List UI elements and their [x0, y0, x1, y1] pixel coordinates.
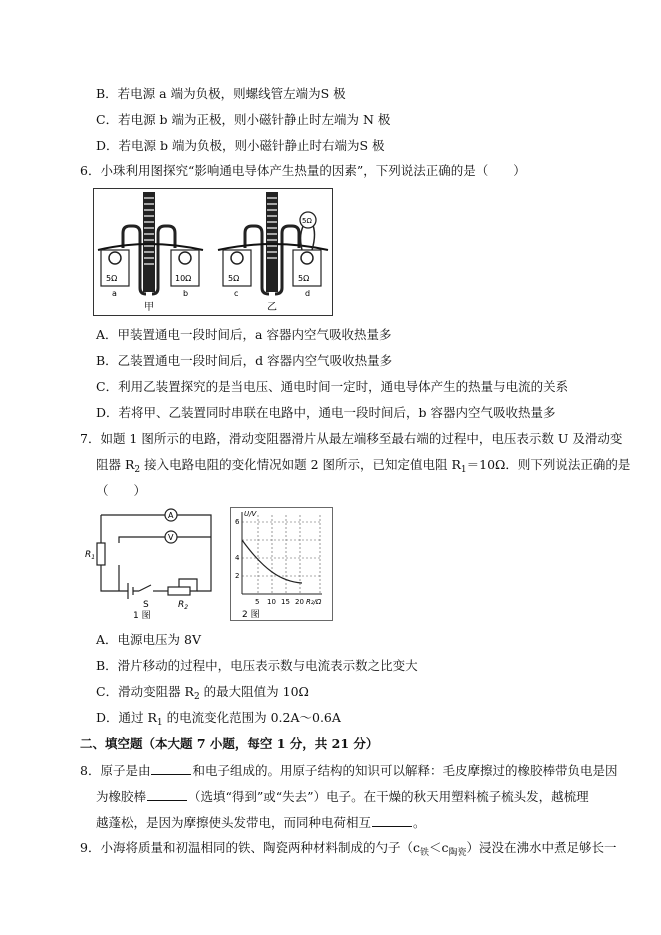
q8-blank-1[interactable]: [151, 762, 191, 775]
q6-label-10ohm-b: 10Ω: [175, 274, 192, 283]
q6-caption-jia: 甲: [144, 302, 154, 313]
q5-option-b: B．若电源 a 端为负极，则螺线管左端为S 极: [96, 86, 346, 101]
q7-stem-line2: 阻器 $R_2$ 接入电路电阻的变化情况如题 2 图所示，已知定值电阻 $R_1=10\Omega$．则下列说法正确的是: [96, 457, 631, 475]
ytick-4: 4: [235, 554, 240, 562]
q7-graph-figure: [230, 507, 333, 621]
q5-option-c: C．若电源 b 端为正极，则小磁针静止时左端为 N 极: [96, 112, 391, 127]
xtick-15: 15: [281, 598, 290, 606]
label-switch-s: S: [143, 600, 149, 610]
ytick-6: 6: [235, 518, 240, 526]
q5-option-d: D．若电源 b 端为负极，则小磁针静止时右端为S 极: [96, 138, 385, 153]
q6-label-c: c: [234, 289, 239, 298]
q6-label-a: a: [112, 289, 117, 298]
graph-xlabel: R₂/Ω: [306, 598, 322, 606]
q6-stem: 6．小珠利用图探究“影响通电导体产生热量的因素”，下列说法正确的是（ ）: [80, 163, 526, 178]
q6-figure: [93, 188, 333, 316]
q8-blank-3[interactable]: [372, 814, 412, 827]
q7-circuit-figure: [85, 507, 230, 621]
q6-label-5ohm-c: 5Ω: [228, 274, 240, 283]
q7-option-c: C．滑动变阻器 $R_2$ 的最大阻值为 10Ω: [96, 684, 309, 702]
voltmeter-icon: V: [168, 533, 174, 542]
q9-line1: 9．小海将质量和初温相同的铁、陶瓷两种材料制成的勺子$(c_铁<c_{陶瓷})$浸没在沸水中煮足够长一: [80, 840, 617, 858]
xtick-20: 20: [295, 598, 304, 606]
q6-label-b: b: [183, 289, 189, 298]
fig1-caption: 1 图: [133, 611, 151, 621]
q6-label-5ohm-a: 5Ω: [106, 274, 118, 283]
q6-label-d: d: [305, 289, 311, 298]
xtick-10: 10: [267, 598, 276, 606]
q7-stem-line3: （ ）: [96, 483, 147, 498]
q6-option-b: B．乙装置通电一段时间后，d 容器内空气吸收热量多: [96, 353, 393, 368]
graph-ylabel: U/V: [244, 510, 257, 518]
q7-option-b: B．滑片移动的过程中，电压表示数与电流表示数之比变大: [96, 658, 418, 673]
q6-option-c: C．利用乙装置探究的是当电压、通电时间一定时，通电导体产生的热量与电流的关系: [96, 379, 569, 394]
fig2-caption: 2 图: [242, 610, 260, 620]
q7-option-d: D．通过 $R_1$ 的电流变化范围为 0.2A～0.6A: [96, 710, 341, 728]
ammeter-icon: A: [168, 511, 174, 520]
ytick-2: 2: [235, 572, 240, 580]
q8-line2: 为橡胶棒 （选填“得到”或“失去”）电子。在干燥的秋天用塑料梳子梳头发，越梳理: [96, 789, 589, 804]
q6-option-d: D．若将甲、乙装置同时串联在电路中，通电一段时间后，b 容器内空气吸收热量多: [96, 405, 556, 420]
xtick-5: 5: [255, 598, 260, 606]
label-r2: $R_2$: [178, 600, 189, 611]
q8-line1: 8．原子是由 和电子组成的。用原子结构的知识可以解释：毛皮摩擦过的橡胶棒带负电是因: [80, 763, 618, 778]
q7-option-a: A．电源电压为 8V: [96, 632, 201, 647]
q6-label-5ohm-d: 5Ω: [298, 274, 310, 283]
label-r1: $R_1$: [85, 550, 96, 561]
section-fill-in-heading: 二、填空题（本大题 7 小题，每空 1 分，共 21 分）: [80, 736, 379, 751]
q6-caption-yi: 乙: [267, 302, 277, 313]
q7-stem-line1: 7．如题 1 图所示的电路，滑动变阻器滑片从最左端移至最右端的过程中，电压表示数 U 及滑动变: [80, 431, 623, 446]
q6-option-a: A．甲装置通电一段时间后，a 容器内空气吸收热量多: [96, 327, 392, 342]
q8-blank-2[interactable]: [147, 788, 187, 801]
q6-label-5ohm-extra: 5Ω: [302, 217, 312, 225]
q8-line3: 越蓬松，是因为摩擦使头发带电，而同种电荷相互 。: [96, 815, 426, 830]
